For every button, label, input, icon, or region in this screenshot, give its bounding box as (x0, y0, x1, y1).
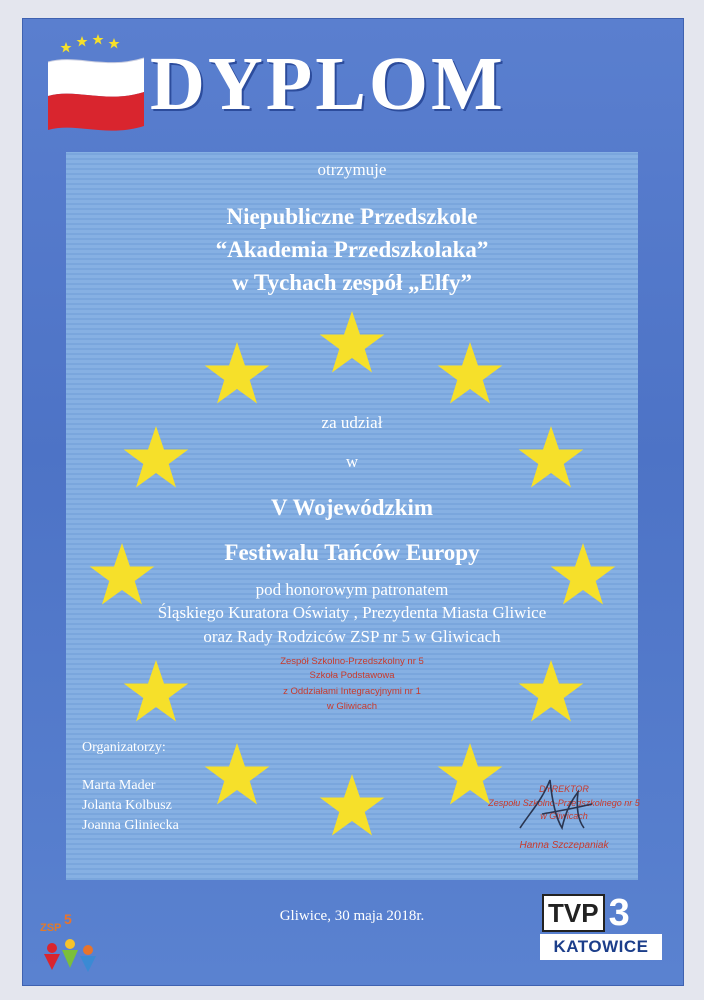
organizers-label: Organizatorzy: (82, 740, 166, 755)
director-signature (512, 770, 602, 840)
recipient-line-2: “Akademia Przedszkolaka” (215, 237, 489, 262)
participation-label: za udział (321, 413, 383, 432)
receives-label: otrzymuje (317, 160, 387, 179)
school-stamp-line-1: Zespół Szkolno-Przedszkolny nr 5 (280, 656, 424, 667)
zsp-label: ZSP (40, 922, 62, 934)
tvp-city: KATOWICE (540, 934, 662, 960)
tvp3-logo (540, 892, 662, 966)
organizer-name: Jolanta Kolbusz (82, 798, 172, 813)
festival-line-1: V Wojewódzkim (270, 495, 434, 520)
zsp-number: 5 (64, 911, 72, 927)
patronage-line-2: Śląskiego Kuratora Oświaty , Prezydenta Miasta Gliwice (157, 603, 547, 622)
organizer-name: Joanna Gliniecka (82, 818, 179, 833)
recipient-line-3: w Tychach zespół „Elfy” (231, 270, 473, 295)
director-line-2: Zespołu Szkolno-Przedszkolnego nr 5 (488, 798, 640, 808)
tvp-channel-number: 3 (608, 892, 630, 934)
tvp-box-text: TVP (542, 894, 605, 932)
diploma-title: DYPLOM (150, 42, 506, 126)
place-date: Gliwice, 30 maja 2018r. (279, 908, 425, 924)
director-title: DYREKTOR (539, 784, 589, 794)
director-line-3: w Gliwicach (540, 811, 588, 821)
director-name: Hanna Szczepaniak (519, 840, 609, 851)
zsp5-logo (30, 908, 110, 978)
school-stamp-line-2: Szkoła Podstawowa (309, 670, 395, 681)
patronage-line-3: oraz Rady Rodziców ZSP nr 5 w Gliwicach (203, 627, 501, 646)
recipient-line-1: Niepubliczne Przedszkole (226, 204, 478, 229)
festival-line-2: Festiwalu Tańców Europy (224, 540, 480, 565)
school-stamp-line-3: z Oddziałami Integracyjnymi nr 1 (283, 686, 421, 697)
organizer-name: Marta Mader (82, 778, 156, 793)
in-label: w (345, 452, 359, 471)
school-stamp-line-4: w Gliwicach (326, 701, 378, 712)
patronage-line-1: pod honorowym patronatem (255, 580, 449, 599)
